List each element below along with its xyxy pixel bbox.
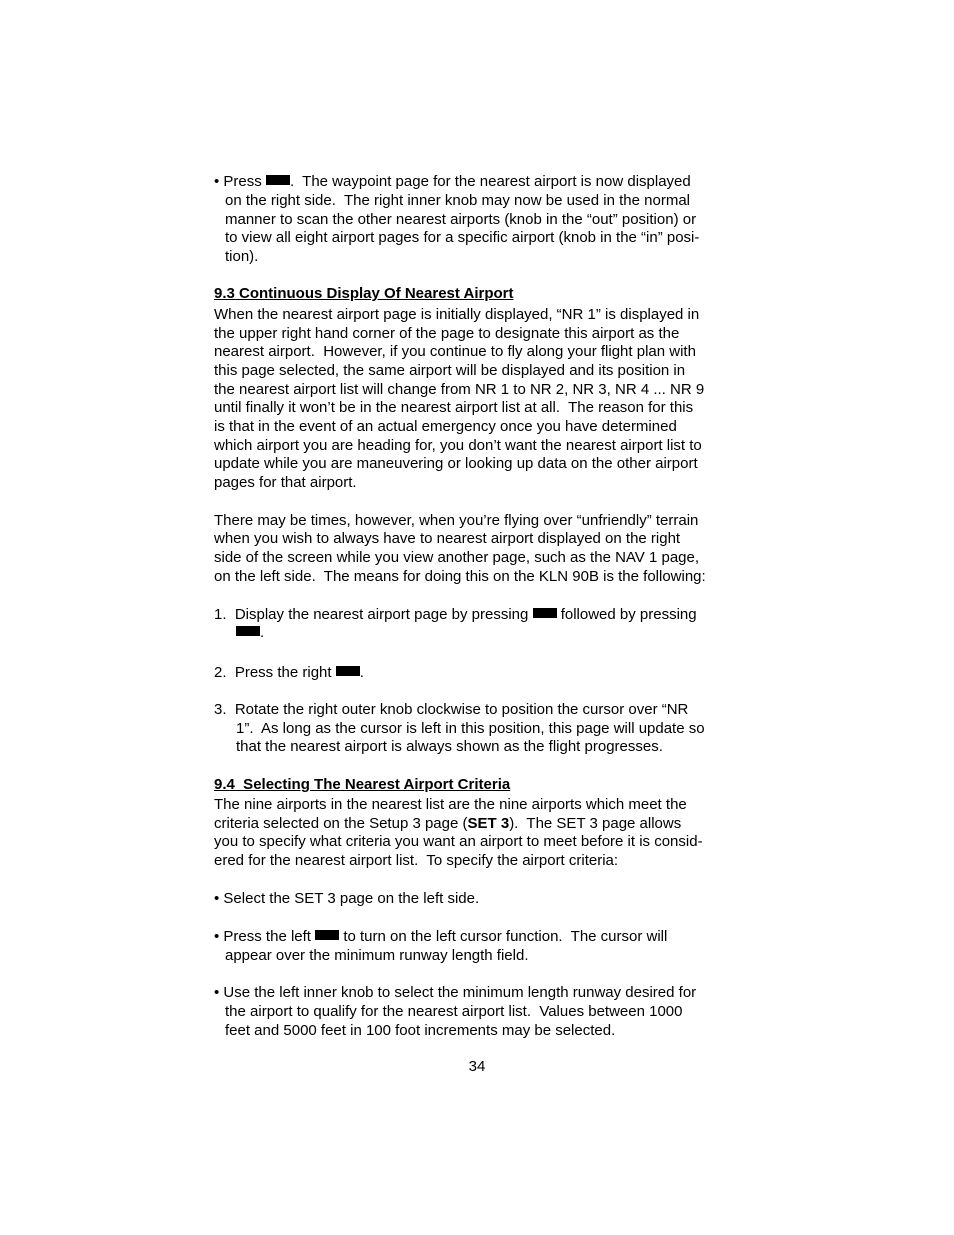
bullet-text: manner to scan the other nearest airports (knob in the “out” position) or xyxy=(225,211,697,228)
step-1-text-cont: followed by pressing xyxy=(560,606,697,623)
paragraph-line: The nine airports in the nearest list are the nine airports which meet the xyxy=(214,796,687,813)
step-3-line: 3. Rotate the right outer knob clockwise to position the cursor over “NR xyxy=(214,701,689,718)
paragraph-line: pages for that airport. xyxy=(214,474,357,491)
bullet-text: the airport to qualify for the nearest airport list. Values between 1000 xyxy=(225,1003,683,1020)
key-button-icon xyxy=(266,175,290,185)
bullet-text: to view all eight airport pages for a specific airport (knob in the “in” posi- xyxy=(225,229,700,246)
key-button-icon xyxy=(236,626,260,636)
step-1-end: . xyxy=(260,624,265,641)
paragraph-line: is that in the event of an actual emergency once you have determined xyxy=(214,418,677,435)
section-heading-9-4: 9.4 Selecting The Nearest Airport Criteria xyxy=(214,776,511,793)
bullet-text: • Use the left inner knob to select the minimum length runway desired for xyxy=(214,984,697,1001)
paragraph-line: ered for the nearest airport list. To specify the airport criteria: xyxy=(214,852,619,869)
bullet-text: on the right side. The right inner knob may now be used in the normal xyxy=(225,192,690,209)
bullet-press-left-line xyxy=(214,928,667,946)
paragraph-line: this page selected, the same airport will be displayed and its position in xyxy=(214,362,686,379)
section-heading-9-3: 9.3 Continuous Display Of Nearest Airport xyxy=(214,285,514,302)
step-1-line xyxy=(214,606,697,624)
bullet-text: to turn on the left cursor function. The cursor will xyxy=(343,928,668,945)
step-2-line xyxy=(214,664,364,682)
step-2-text: 2. Press the right xyxy=(214,664,332,681)
paragraph-line: side of the screen while you view another page, such as the NAV 1 page, xyxy=(214,549,700,566)
paragraph-line: which airport you are heading for, you don’t want the nearest airport list to xyxy=(214,437,702,454)
step-1-text: 1. Display the nearest airport page by pressing xyxy=(214,606,529,623)
bullet-press-text: • Press xyxy=(214,173,262,190)
step-2-end: . xyxy=(359,664,364,681)
step-1-line-2 xyxy=(236,624,264,642)
paragraph-line: when you wish to always have to nearest airport displayed on the right xyxy=(214,530,681,547)
paragraph-text: ). The SET 3 page allows xyxy=(509,815,682,832)
bullet-text: appear over the minimum runway length field. xyxy=(225,947,529,964)
key-button-icon xyxy=(315,930,339,940)
paragraph-line: until finally it won’t be in the nearest airport list at all. The reason for this xyxy=(214,399,694,416)
step-3-line: that the nearest airport is always shown as the flight progresses. xyxy=(236,738,663,755)
bullet-select-line: • Select the SET 3 page on the left side. xyxy=(214,890,480,907)
paragraph-line: nearest airport. However, if you continue to fly along your flight plan with xyxy=(214,343,696,360)
bullet-text: tion). xyxy=(225,248,259,265)
key-button-icon xyxy=(533,608,557,618)
paragraph-line: When the nearest airport page is initially displayed, “NR 1” is displayed in xyxy=(214,306,700,323)
page-number: 34 xyxy=(468,1058,486,1075)
paragraph-line: you to specify what criteria you want an airport to meet before it is consid- xyxy=(214,833,703,850)
bullet-press-line xyxy=(214,173,691,191)
step-3-line: 1”. As long as the cursor is left in this position, this page will update so xyxy=(236,720,705,737)
paragraph-line: the nearest airport list will change from NR 1 to NR 2, NR 3, NR 4 ... NR 9 xyxy=(214,381,705,398)
paragraph-line: on the left side. The means for doing this on the KLN 90B is the following: xyxy=(214,568,706,585)
paragraph-line: There may be times, however, when you’re flying over “unfriendly” terrain xyxy=(214,512,699,529)
paragraph-line: the upper right hand corner of the page to designate this airport as the xyxy=(214,325,680,342)
bullet-text: • Press the left xyxy=(214,928,311,945)
set3-bold-text: SET 3 xyxy=(467,815,510,832)
paragraph-line: update while you are maneuvering or looking up data on the other airport xyxy=(214,455,698,472)
paragraph-text: criteria selected on the Setup 3 page ( xyxy=(214,815,468,832)
bullet-text: feet and 5000 feet in 100 foot increments may be selected. xyxy=(225,1022,616,1039)
key-button-icon xyxy=(336,666,360,676)
bullet-text: . The waypoint page for the nearest airport is now displayed xyxy=(289,173,691,190)
paragraph-line xyxy=(214,815,681,833)
